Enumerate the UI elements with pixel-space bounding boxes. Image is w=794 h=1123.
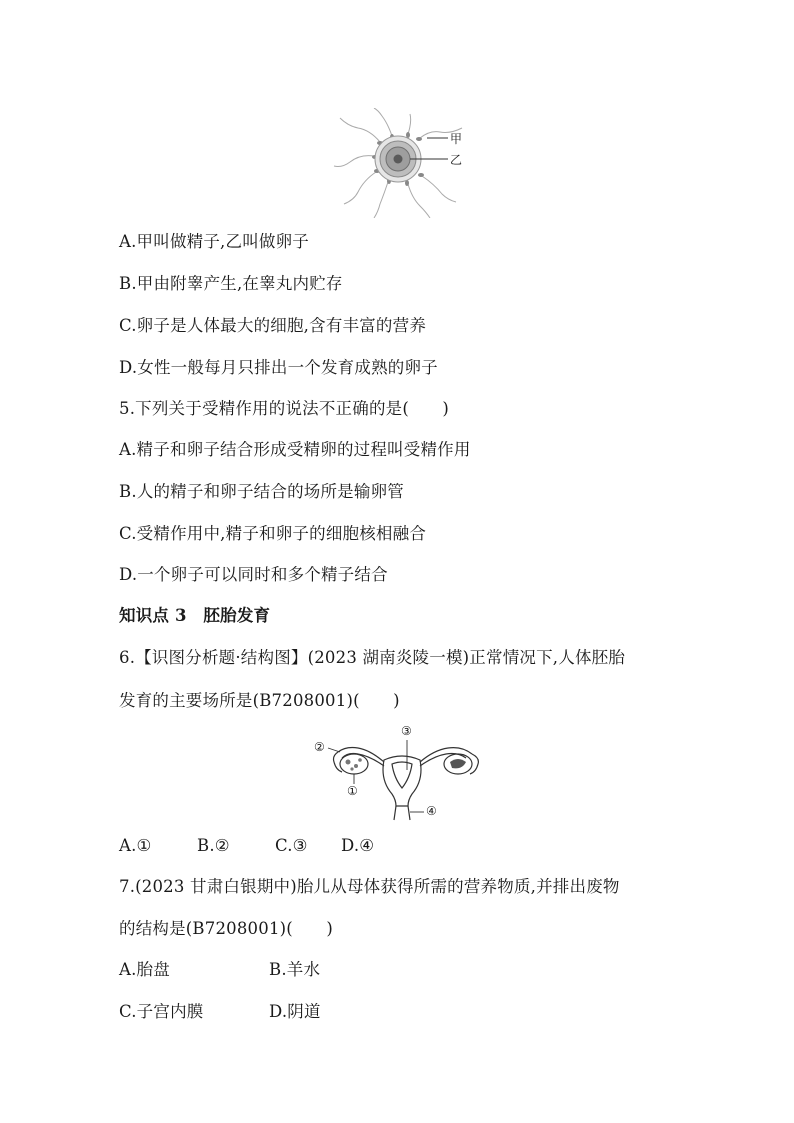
q6-option-b: B.② (197, 836, 230, 855)
q6-stem-line2: 发育的主要场所是(B7208001)( ) (119, 691, 400, 710)
q5-option-d: D.一个卵子可以同时和多个精子结合 (119, 565, 388, 584)
label-jia: 甲 (450, 132, 463, 146)
q6-option-d: D.④ (341, 836, 375, 855)
q7-option-d: D.阴道 (269, 1002, 321, 1021)
q7-stem-line2: 的结构是(B7208001)( ) (119, 919, 333, 938)
q6-option-c: C.③ (275, 836, 308, 855)
label-4: ④ (426, 804, 437, 818)
egg-sperm-figure (330, 108, 470, 218)
q7-stem-line1: 7.(2023 甘肃白银期中)胎儿从母体获得所需的营养物质,并排出废物 (119, 877, 620, 896)
q5-option-a: A.精子和卵子结合形成受精卵的过程叫受精作用 (119, 440, 471, 459)
q4-option-b: B.甲由附睾产生,在睾丸内贮存 (119, 274, 343, 293)
label-yi: 乙 (450, 153, 463, 167)
q7-option-c: C.子宫内膜 (119, 1002, 204, 1021)
q5-option-c: C.受精作用中,精子和卵子的细胞核相融合 (119, 524, 427, 543)
q7-option-a: A.胎盘 (119, 960, 170, 979)
q4-option-d: D.女性一般每月只排出一个发育成熟的卵子 (119, 358, 438, 377)
q7-options-row1 (119, 959, 419, 981)
reproductive-system-figure (312, 722, 492, 822)
label-2: ② (314, 740, 325, 754)
q6-stem-line1: 6.【识图分析题·结构图】(2023 湖南炎陵一模)正常情况下,人体胚胎 (119, 648, 626, 667)
q7-options-row2 (119, 1001, 419, 1023)
q5-stem: 5.下列关于受精作用的说法不正确的是( ) (119, 399, 450, 418)
section-heading: 知识点 3 胚胎发育 (119, 606, 271, 625)
egg-sperm-illustration (330, 108, 470, 218)
q6-option-a: A.① (119, 836, 152, 855)
q4-option-c: C.卵子是人体最大的细胞,含有丰富的营养 (119, 316, 427, 335)
q6-options (119, 835, 419, 857)
q7-option-b: B.羊水 (269, 960, 321, 979)
q4-option-a: A.甲叫做精子,乙叫做卵子 (119, 232, 310, 251)
q5-option-b: B.人的精子和卵子结合的场所是输卵管 (119, 482, 404, 501)
label-3: ③ (401, 724, 412, 738)
label-1: ① (347, 784, 358, 798)
